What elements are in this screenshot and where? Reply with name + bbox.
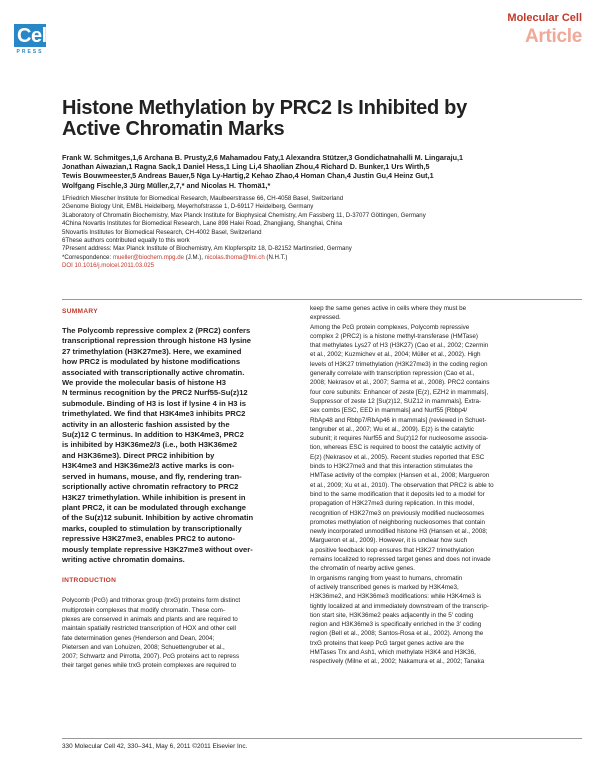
affiliation: 2Genome Biology Unit, EMBL Heidelberg, Meyerhofstrasse 1, D-69117 Heidelberg, Germany [62,203,314,211]
body-line: Among the PcG protein complexes, Polycomb repressive [310,323,470,331]
body-line: expressed. [310,314,341,322]
body-line: newly incorporated unmodified histone H3 (Hansen et al., 2008; [310,528,488,536]
body-line: four core subunits: Enhancer of zeste [E(z), EZH2 in mammals], [310,388,489,396]
author-line: Jonathan Aiwazian,1 Ragna Sack,1 Daniel Hess,1 Ling Li,4 Shaolian Zhou,4 Richard D. Bunker,1 Urs Wirth,5 [62,162,430,172]
summary-line: mously template repressive H3K27me3 without over- [62,544,253,554]
author-line: Wolfgang Fischle,3 Jürg Müller,2,7,* and Nicolas H. Thomä1,* [62,180,271,190]
summary-line: scriptionally active chromatin refractory to PRC2 [62,482,239,492]
author-line: Tewis Bouwmeester,5 Andreas Bauer,5 Nga Ly-Hartig,2 Kehao Zhao,4 Homan Chan,4 Justin Gu,4 Heinz Gut,1 [62,171,434,181]
body-line: H3K36me2, and H3K36me3 modifications: while H3K4me3 is [310,593,482,601]
body-line: levels of H3K27 trimethylation (H3K27me3) in the coding region [310,360,488,368]
intro-line: fate determination genes (Henderson and Dean, 2004; [62,634,215,642]
body-line: promotes methylation of neighboring nucleosomes that contain [310,518,486,526]
introduction-heading: INTRODUCTION [62,577,117,585]
summary-line: trimethylated. We find that H3K4me3 inhibits PRC2 [62,409,246,419]
body-line: region (Bell et al., 2008; Santos-Rosa et al., 2002). Among the [310,630,484,638]
intro-line: their target genes while trxG protein complexes are required to [62,662,237,670]
summary-line: The Polycomb repressive complex 2 (PRC2) confers [62,326,251,335]
affiliation: 7Present address: Max Planck Institute of Biochemistry, Am Klopferspitz 18, D-82152 Martinsried, Germany [62,245,352,253]
journal-name: Molecular Cell [507,12,582,24]
page-footer: 330 Molecular Cell 42, 330–341, May 6, 2011 ©2011 Elsevier Inc. [62,743,248,750]
body-line: generally correlate with transcription repression (Cao et al., [310,370,475,378]
right-column [310,304,582,667]
summary-line: N terminus recognition by the PRC2 Nurf55-Su(z)12 [62,388,248,398]
footer-divider [62,738,582,739]
summary-line: is inhibited by H3K36me2/3 (i.e., both H3K36me2 [62,440,238,450]
affiliation: 4China Novartis Institutes for Biomedical Research, Lane 898 Halei Road, Zhangjiang, Shanghai, China [62,220,343,228]
summary-line: served in humans, mouse, and fly, rendering tran- [62,471,242,481]
summary-line: submodule. Binding of H3 is lost if lysine 4 in H3 is [62,398,246,408]
email-link-thoma[interactable]: nicolas.thoma@fmi.ch [204,253,265,261]
summary-line: H3K27 trimethylation. While inhibition is present in [62,492,246,502]
body-line: that methylates Lys27 of H3 (H3K27) (Cao et al., 2002; Czermin [310,342,489,350]
summary-line: Su(z)12 C terminus. In addition to H3K4me3, PRC2 [62,430,244,440]
body-line: HMTase activity of the complex (Hansen et al., 2008; Margueron [310,472,490,480]
body-line: propagation of H3K27me3 during replication. In this model, [310,500,475,508]
body-line: sex combs [ESC, EED in mammals] and Nurf55 [Rbbp4/ [310,407,468,415]
summary-line: activity in an allosteric fashion assisted by the [62,419,230,429]
summary-text [62,326,302,565]
left-column [62,308,302,671]
body-line: tion start site, H3K36me2 peaks adjacently in the 5′ coding [310,611,474,619]
intro-line: maintain spatially restricted transcription of HOX and other cell [62,625,236,633]
body-line: RbAp48 and Rbbp7/RbAp46 in mammals] (reviewed in Schuet- [310,416,487,424]
summary-line: marks, coupled to stimulation by transcriptionally [62,523,242,533]
body-line: remains localized to repressed target genes and does not invade [310,556,491,564]
email-link-mueller[interactable]: mueller@biochem.mpg.de [112,253,185,261]
affiliation: 6These authors contributed equally to this work [62,237,190,245]
body-line: of actively transcribed genes is marked by H3K4me3, [310,583,459,591]
affiliation: 3Laboratory of Chromatin Biochemistry, Max Planck Institute for Biophysical Chemistry, Am Fassberg 11, D-37077 Göttingen, Germany [62,211,426,219]
body-line: the chromatin of nearby active genes. [310,565,416,573]
doi-link[interactable]: DOI 10.1016/j.molcel.2011.03.025 [62,262,155,270]
body-line: In organisms ranging from yeast to humans, chromatin [310,574,463,582]
summary-line: writing active chromatin domains. [62,554,185,564]
body-line: tightly localized at and immediately downstream of the transcrip- [310,602,489,610]
intro-line: plexes are conserved in animals and plants and are required to [62,615,238,623]
body-line: trxG proteins that keep PcG target genes active are the [310,639,465,647]
intro-line: Polycomb (PcG) and trithorax group (trxG) proteins form distinct [62,597,241,605]
affiliations [62,195,582,271]
summary-line: repressive H3K27me3, enables PRC2 to autono- [62,534,236,544]
body-line: E(z) (Nekrasov et al., 2005). Recent studies reported that ESC [310,453,485,461]
summary-line: We provide the molecular basis of histone H3 [62,378,227,388]
summary-line: H3K4me3 and H3K36me2/3 active marks is con- [62,461,235,471]
body-line: et al., 2009; Xu et al., 2010). The observation that PRC2 is able to [310,481,494,489]
affiliation: 1Friedrich Miescher Institute for Biomedical Research, Maulbeerstrasse 66, CH-4058 Basel, Switzerland [62,195,344,202]
body-line: HMTases Trx and Ash1, which methylate H3K4 and H3K36, [310,648,476,656]
cell-press-logo [14,24,52,55]
article-type: Article [524,26,582,47]
body-line: recognition of H3K27me3 on previously modified nucleosomes [310,509,485,517]
body-line: tengruber et al., 2007; Wu et al., 2009). E(z) is the catalytic [310,425,475,433]
summary-line: transcriptional repression through histone H3 lysine [62,336,252,346]
body-line: complex 2 (PRC2) is a histone methyl-transferase (HMTase) [310,332,478,340]
correspondence [62,254,582,262]
body-line: binds to H3K27me3 and that this interaction stimulates the [310,463,473,471]
body-line: subunit; it requires Nurf55 and Su(z)12 for nucleosome associa- [310,435,489,443]
summary-line: plant PRC2, it can be modulated through exchange [62,502,246,512]
intro-line: multiprotein complexes that modify chromatin. These com- [62,606,225,614]
header-divider [62,299,582,300]
paper-title: Histone Methylation by PRC2 Is Inhibited by Active Chromatin Marks [62,97,467,140]
logo-press: PRESS [16,49,44,55]
introduction-text [62,596,302,670]
body-line: region and H3K36me3 is specifically enriched in the 3′ coding [310,621,482,629]
body-line: bind to the same modification that it deposits led to a model for [310,490,485,498]
body-line: a positive feedback loop ensures that H3K27 trimethylation [310,546,475,554]
summary-line: associated with transcriptionally active chromatin. [62,367,245,377]
correspondence-initials: (J.M.), [184,253,205,261]
summary-line: of the Su(z)12 subunit. Inhibition by active chromatin [62,513,254,523]
author-list [62,153,582,190]
summary-heading: SUMMARY [62,308,98,315]
intro-line: Pietersen and van Lohuizen, 2008; Schuettengruber et al., [62,643,225,651]
correspondence-label: *Correspondence: [62,253,113,261]
body-line: 2008; Nekrasov et al., 2007; Sarma et al., 2008). PRC2 contains [310,379,490,387]
body-line: Margueron et al., 2009). However, it is unclear how such [310,537,468,545]
summary-line: and H3K36me3). Direct PRC2 inhibition by [62,450,215,460]
logo-word: Cell [14,24,46,47]
affiliation: 5Novartis Institutes for Biomedical Research, CH-4002 Basel, Switzerland [62,228,262,236]
body-line: keep the same genes active in cells where they must be [310,305,467,312]
summary-line: how PRC2 is modulated by histone modifications [62,357,241,367]
body-line: respectively (Milne et al., 2002; Nakamura et al., 2002; Tanaka [310,658,485,666]
intro-line: 2007; Schwartz and Pirrotta, 2007). PcG proteins act to repress [62,653,240,661]
body-line: tion, whereas ESC is required to boost the catalytic activity of [310,444,481,452]
correspondence-initials: (N.H.T.) [264,253,288,261]
author-line: Frank W. Schmitges,1,6 Archana B. Prusty,2,6 Mahamadou Faty,1 Alexandra Stützer,3 Gondichatnahalli M. Lingaraju,1 [62,153,464,162]
summary-line: 27 trimethylation (H3K27me3). Here, we examined [62,346,242,356]
body-line: et al., 2002; Kuzmichev et al., 2004; Müller et al., 2002). High [310,351,481,359]
body-line: Suppressor of zeste 12 [Su(z)12, SUZ12 in mammals], Extra- [310,397,482,405]
